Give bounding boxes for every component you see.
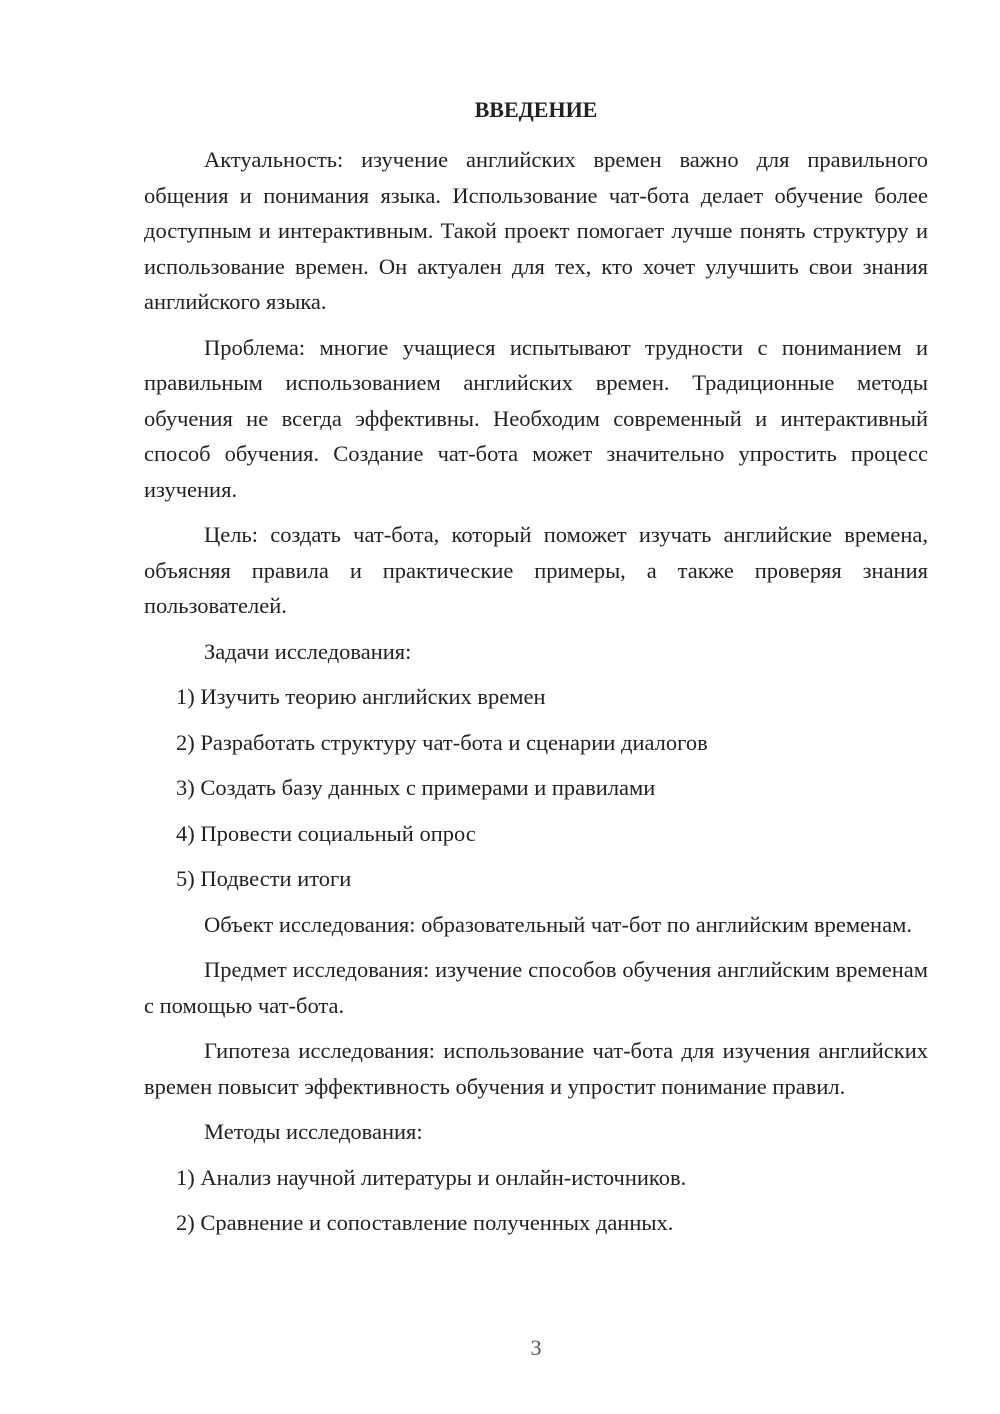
methods-heading: Методы исследования: [204,1119,423,1144]
task-item: 2) Разработать структуру чат-бота и сценарии диалогов [176,729,708,755]
page-number: 3 [530,1335,542,1360]
hypothesis-paragraph: Гипотеза исследования: использование чат-бота для изучения английских времен повысит эффективность обучения и упростит понимание правил. [144,1038,928,1099]
relevance-paragraph: Актуальность: изучение английских времен важно для правильного общения и понимания языка. Использование чат-бота делает обучение более доступным и интерактивным. Такой проект помогает лучше понять структуру и использование времен. Он актуален для тех, кто хочет улучшить свои знания английского языка. [144,147,928,314]
problem-paragraph: Проблема: многие учащиеся испытывают трудности с пониманием и правильным использованием английских времен. Традиционные методы обучения не всегда эффективны. Необходим современный и интерактивный способ обучения. Создание чат-бота может значительно упростить процесс изучения. [144,334,928,502]
task-item: 4) Провести социальный опрос [176,820,476,846]
task-item: 5) Подвести итоги [176,866,352,891]
document-body [144,142,928,1251]
object-paragraph: Объект исследования: образовательный чат-бот по английским временам. [204,911,912,937]
task-item: 1) Изучить теорию английских времен [176,684,546,709]
method-item: 1) Анализ научной литературы и онлайн-источников. [176,1164,687,1190]
task-item: 3) Создать базу данных с примерами и правилами [176,775,656,800]
tasks-heading: Задачи исследования: [204,638,412,664]
subject-paragraph: Предмет исследования: изучение способов обучения английским временам с помощью чат-бота. [144,957,928,1018]
goal-paragraph: Цель: создать чат-бота, который поможет изучать английские времена, объясняя правила и практические примеры, а также проверяя знания пользователей. [144,522,928,618]
method-item: 2) Сравнение и сопоставление полученных данных. [176,1210,674,1235]
page-title: ВВЕДЕНИЕ [474,97,598,122]
